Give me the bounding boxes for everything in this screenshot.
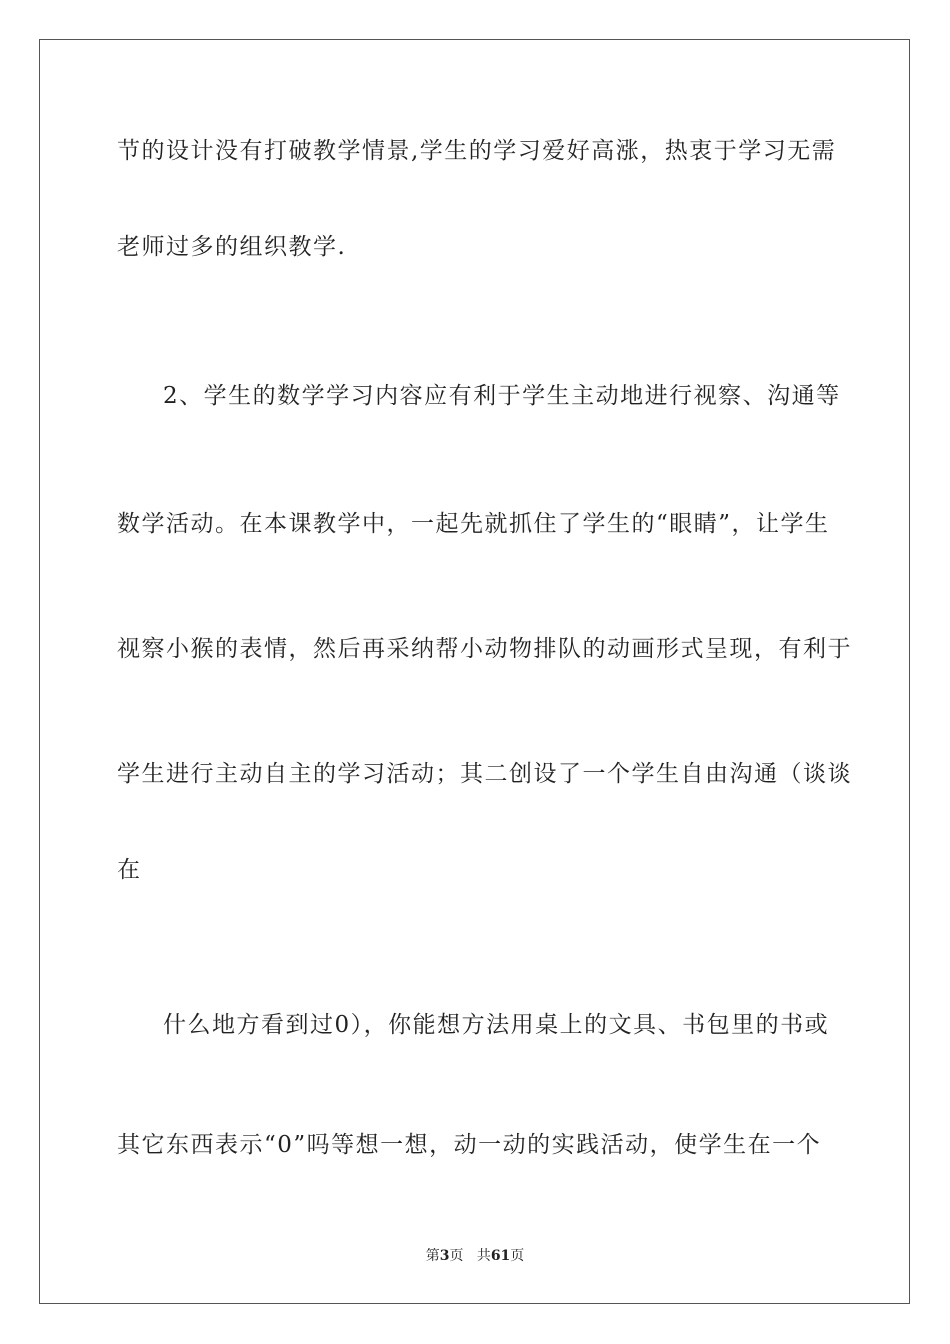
footer-total-prefix: 共 bbox=[476, 1248, 491, 1264]
footer-page-number: 3 bbox=[439, 1248, 450, 1264]
text-line-4: 数学活动。在本课教学中，一起先就抓住了学生的“眼睛”，让学生 bbox=[117, 511, 830, 537]
text-line-6: 学生进行主动自主的学习活动；其二创设了一个学生自由沟通（谈谈 bbox=[117, 761, 852, 787]
text-line-9: 其它东西表示“0”吗等想一想，动一动的实践活动，使学生在一个 bbox=[117, 1132, 822, 1158]
page-footer bbox=[0, 1245, 950, 1265]
text-line-3: 2、学生的数学学习内容应有利于学生主动地进行视察、沟通等 bbox=[163, 383, 841, 409]
text-line-2: 老师过多的组织教学. bbox=[117, 234, 347, 260]
text-line-5: 视察小猴的表情，然后再采纳帮小动物排队的动画形式呈现，有利于 bbox=[117, 636, 852, 662]
footer-page-suffix: 页 bbox=[449, 1248, 464, 1264]
text-line-7: 在 bbox=[117, 857, 142, 883]
footer-total-suffix: 页 bbox=[510, 1248, 525, 1264]
footer-page-prefix: 第 bbox=[425, 1248, 440, 1264]
footer-total-pages: 61 bbox=[490, 1248, 511, 1264]
page-border bbox=[39, 39, 910, 1304]
text-line-1: 节的设计没有打破教学情景,学生的学习爱好高涨，热衷于学习无需 bbox=[117, 138, 837, 164]
text-line-8: 什么地方看到过0），你能想方法用桌上的文具、书包里的书或 bbox=[163, 1012, 830, 1038]
